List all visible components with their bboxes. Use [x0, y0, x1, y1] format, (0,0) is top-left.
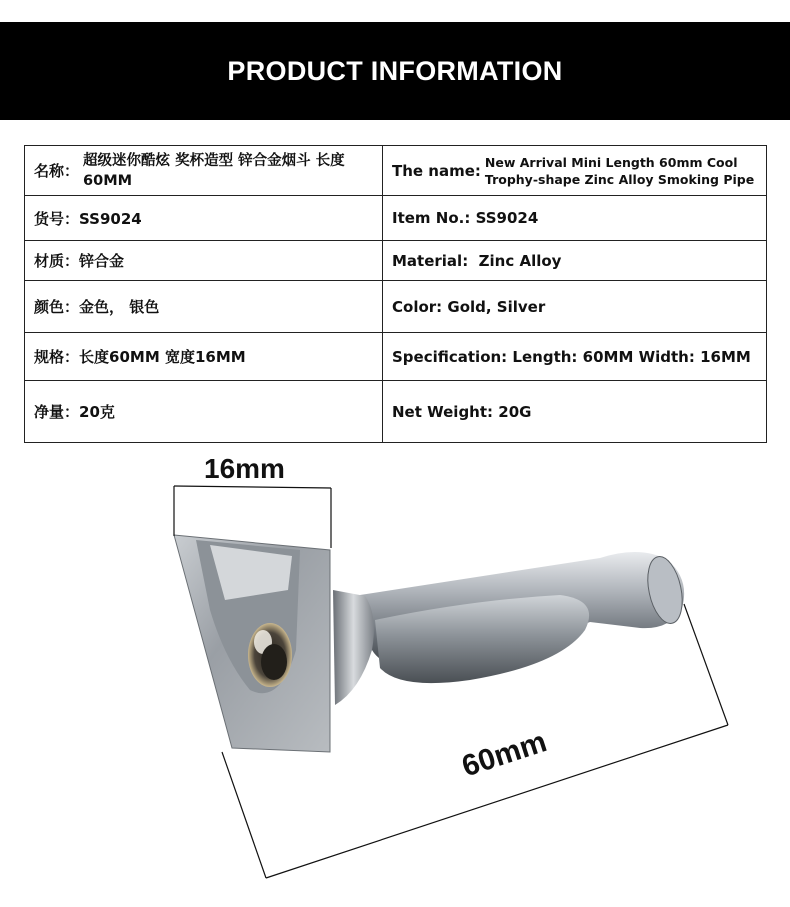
spec-en-cell [383, 333, 767, 381]
table-row [25, 146, 767, 196]
name-en-value: New Arrival Mini Length 60mm Cool Trophy-shape Zinc Alloy Smoking Pipe [484, 154, 755, 187]
material-en-label: Material: [392, 251, 469, 270]
weight-en-value: 20G [498, 402, 532, 421]
weight-en-label: Net Weight: [392, 402, 494, 421]
table-row [25, 333, 767, 381]
page-title: PRODUCT INFORMATION [227, 55, 563, 86]
material-en-value: Zinc Alloy [478, 251, 562, 270]
color-cn-value: 金色， 银色 [79, 298, 160, 316]
width-dimension-label: 16mm [204, 453, 285, 484]
length-dimension-label: 60mm [458, 725, 551, 784]
weight-cn-value: 20克 [79, 403, 115, 421]
name-cn-cell [25, 146, 383, 196]
color-cn-label: 颜色： [34, 298, 80, 316]
item-no-en-label: Item No.: [392, 209, 471, 227]
name-cn-value: 超级迷你酷炫 奖杯造型 锌合金烟斗 长度60MM [83, 152, 345, 189]
material-cn-cell [25, 241, 383, 281]
table-row [25, 281, 767, 333]
pipe-illustration [0, 440, 790, 903]
color-cn-cell [25, 281, 383, 333]
page-header [0, 22, 790, 120]
pipe-neck [333, 590, 374, 705]
material-cn-label: 材质： [34, 252, 80, 270]
weight-cn-cell [25, 381, 383, 443]
material-cn-value: 锌合金 [79, 252, 125, 270]
name-en-cell [383, 146, 767, 196]
product-photo [0, 440, 790, 903]
table-row [25, 196, 767, 241]
item-no-cn-label: 货号： [34, 209, 80, 228]
color-en-cell [383, 281, 767, 333]
weight-cn-label: 净量： [34, 403, 80, 421]
item-no-en-value: SS9024 [475, 209, 539, 227]
name-en-label: The name: [392, 161, 481, 180]
weight-en-cell [383, 381, 767, 443]
spec-en-value: Length: 60MM Width: 16MM [512, 347, 751, 366]
material-en-cell [383, 241, 767, 281]
color-en-label: Color: [392, 297, 443, 316]
item-no-en-cell [383, 196, 767, 241]
color-en-value: Gold, Silver [447, 297, 546, 316]
name-cn-label: 名称： [34, 162, 80, 180]
table-row [25, 381, 767, 443]
product-info-table [24, 145, 767, 443]
spec-cn-cell [25, 333, 383, 381]
spec-cn-value: 长度60MM 宽度16MM [79, 348, 246, 366]
spec-cn-label: 规格： [34, 348, 80, 366]
spec-en-label: Specification: [392, 347, 508, 366]
table-row [25, 241, 767, 281]
item-no-cn-cell [25, 196, 383, 241]
item-no-cn-value: SS9024 [79, 209, 142, 228]
